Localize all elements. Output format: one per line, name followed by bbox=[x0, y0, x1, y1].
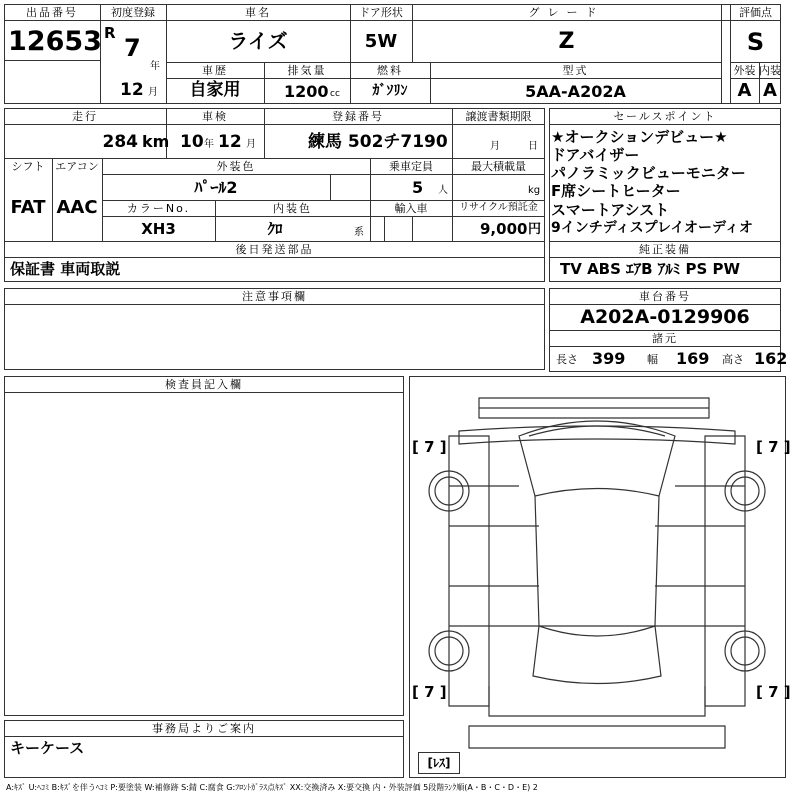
caution-label: 注意事項欄 bbox=[242, 290, 307, 303]
first-reg-year: 7 bbox=[124, 34, 141, 62]
era: R bbox=[104, 24, 116, 42]
grade: Z bbox=[558, 29, 575, 54]
exterior-grade: A bbox=[737, 80, 752, 101]
displacement-unit: cc bbox=[330, 89, 340, 99]
height-value: 162 bbox=[754, 349, 788, 368]
door-label: ドア形状 bbox=[359, 6, 403, 19]
chassis-label: 車台番号 bbox=[639, 290, 691, 303]
inspection-month: 12 bbox=[218, 132, 242, 152]
car-name: ライズ bbox=[228, 29, 288, 53]
length-label: 長さ bbox=[556, 353, 578, 366]
length-value: 399 bbox=[592, 349, 626, 368]
spec-label: 諸元 bbox=[652, 332, 678, 345]
sales-point-item: 9インチディスプレイオーディオ bbox=[551, 220, 753, 236]
office-text: キーケース bbox=[10, 739, 85, 757]
mileage-label: 走行 bbox=[72, 110, 98, 123]
transfer-label: 譲渡書類期限 bbox=[465, 110, 532, 123]
spare-tire: [ﾚｽ] bbox=[427, 756, 451, 770]
inspection-month-unit: 月 bbox=[246, 139, 256, 150]
displacement: 1200 bbox=[284, 82, 329, 101]
interior-color-unit: 系 bbox=[354, 227, 364, 238]
inspection-label: 車検 bbox=[202, 110, 228, 123]
inspector-label: 検査員記入欄 bbox=[165, 378, 243, 391]
fuel-label: 燃料 bbox=[377, 64, 403, 77]
inspector-section bbox=[4, 376, 404, 716]
inspection-year-unit: 年 bbox=[204, 139, 214, 150]
sales-point-item: F席シートヒーター bbox=[551, 182, 681, 200]
capacity-unit: 人 bbox=[438, 185, 448, 196]
tire-front-left: [ 7 ] bbox=[412, 438, 447, 456]
max-load-label: 最大積載量 bbox=[471, 160, 526, 173]
car-name-label: 車名 bbox=[245, 6, 271, 19]
interior-color: ｸﾛ bbox=[267, 220, 283, 238]
model-code: 5AA-A202A bbox=[525, 82, 626, 101]
fuel: ｶﾞｿﾘﾝ bbox=[372, 83, 408, 99]
registration-number: 練馬 502チ7190 bbox=[308, 132, 448, 152]
color-no: XH3 bbox=[141, 220, 176, 238]
car-diagram-drawing bbox=[409, 376, 786, 778]
registration-label: 登録番号 bbox=[332, 110, 384, 123]
first-reg-label: 初度登録 bbox=[111, 6, 155, 19]
shift: FAT bbox=[10, 197, 46, 218]
year-unit: 年 bbox=[150, 61, 160, 72]
transfer-month-unit: 月 bbox=[490, 141, 500, 152]
capacity-label: 乗車定員 bbox=[389, 160, 433, 173]
legend: A:ｷｽﾞ U:ﾍｺﾐ B:ｷｽﾞを伴うﾍｺﾐ P:要塗装 W:補修跡 S:錆 C:腐食 G:ﾌﾛﾝﾄｶﾞﾗｽ点ｷｽﾞ XX:交換済み X:要交換 内・外装評価 5段階ﾗﾝｸ順(A・B・C・D・E) 2 bbox=[6, 783, 538, 792]
width-label: 幅 bbox=[647, 353, 658, 366]
sales-point-item: ★オークションデビュー★ bbox=[551, 128, 728, 146]
lot-number: 12653 bbox=[8, 26, 102, 57]
later-parts: 保証書 車両取説 bbox=[10, 260, 121, 278]
color-no-label: カラーNo. bbox=[126, 202, 191, 215]
grade-label: グレード bbox=[528, 6, 605, 19]
chassis-number: A202A-0129906 bbox=[580, 306, 750, 328]
office-label: 事務局よりご案内 bbox=[152, 722, 256, 735]
tire-rear-left: [ 7 ] bbox=[412, 683, 447, 701]
month-unit: 月 bbox=[148, 87, 158, 98]
aircon-label: エアコン bbox=[55, 160, 99, 173]
exterior-grade-label: 外装 bbox=[733, 64, 756, 77]
capacity: 5 bbox=[412, 178, 424, 197]
max-load-unit: kg bbox=[528, 185, 541, 196]
exterior-color-label: 外装色 bbox=[216, 160, 256, 173]
import-label: 輸入車 bbox=[394, 202, 428, 215]
interior-grade-label: 内装 bbox=[759, 64, 781, 77]
recycle-label: リサイクル預託金 bbox=[459, 202, 538, 213]
sales-point-item: スマートアシスト bbox=[551, 201, 670, 219]
first-reg-month: 12 bbox=[120, 80, 144, 100]
height-label: 高さ bbox=[722, 353, 744, 366]
sales-points-label: セールスポイント bbox=[613, 110, 717, 123]
interior-color-label: 内装色 bbox=[273, 202, 312, 215]
recycle-fee: 9,000 bbox=[480, 220, 528, 238]
sales-point-item: パノラミックビューモニター bbox=[551, 164, 746, 182]
lot-number-label: 出品番号 bbox=[26, 6, 78, 19]
history-label: 車歴 bbox=[202, 64, 228, 77]
interior-grade: A bbox=[763, 80, 777, 101]
transfer-day-unit: 日 bbox=[528, 141, 538, 152]
history: 自家用 bbox=[189, 80, 241, 100]
recycle-unit: 円 bbox=[528, 222, 542, 237]
exterior-color: ﾊﾟｰﾙ2 bbox=[194, 178, 238, 197]
score-label: 評価点 bbox=[739, 6, 772, 19]
tire-rear-right: [ 7 ] bbox=[756, 683, 791, 701]
shift-label: シフト bbox=[11, 160, 45, 173]
sales-point-item: ドアバイザー bbox=[551, 146, 640, 164]
later-parts-label: 後日発送部品 bbox=[235, 243, 314, 256]
door-type: 5W bbox=[364, 31, 398, 52]
displacement-label: 排気量 bbox=[287, 64, 327, 77]
equipment-label: 純正装備 bbox=[639, 243, 691, 256]
width-value: 169 bbox=[676, 349, 710, 368]
model-code-label: 型式 bbox=[562, 64, 589, 77]
score: S bbox=[746, 28, 765, 56]
equipment-list: TV ABS ｴｱB ｱﾙﾐ PS PW bbox=[560, 260, 741, 278]
tire-front-right: [ 7 ] bbox=[756, 438, 791, 456]
mileage: 284 bbox=[102, 132, 138, 152]
mileage-unit: km bbox=[142, 132, 170, 151]
aircon: AAC bbox=[56, 197, 98, 218]
inspection-year: 10 bbox=[180, 132, 204, 152]
